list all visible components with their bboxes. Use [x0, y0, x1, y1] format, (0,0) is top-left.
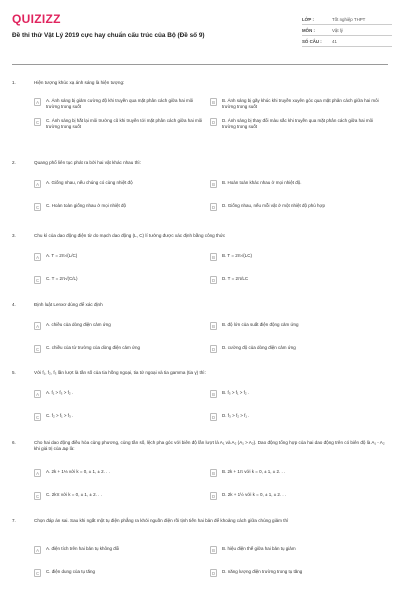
option-a[interactable] — [34, 469, 204, 485]
option-text: B. độ lớn của suất điện động cảm ứng — [222, 322, 299, 327]
question-number: 6. — [12, 440, 16, 445]
option-a[interactable] — [34, 253, 204, 269]
option-text: D. f₃ > f₂ > f₁ . — [222, 413, 250, 418]
question-4 — [12, 302, 390, 352]
meta-row-count — [302, 36, 392, 47]
question-text: Hiện tượng khúc xạ ánh sáng là hiện tượng: — [34, 80, 125, 85]
question-7 — [12, 518, 390, 576]
option-letter-box: C — [35, 493, 40, 499]
option-text: C. điện dung của tụ tăng — [46, 569, 96, 574]
option-d[interactable] — [210, 203, 380, 219]
option-letter-box: C — [35, 119, 40, 125]
option-text: D. năng lượng điện trường trong tụ tăng — [222, 569, 303, 574]
option-text: B. Ánh sáng bị gãy khúc khi truyền xuyên góc qua mặt phân cách giữa hai môi trường trong suốt — [222, 98, 379, 109]
option-b[interactable] — [210, 180, 380, 196]
question-header — [12, 233, 390, 239]
option-text: A. chiều của dòng điện cảm ứng — [46, 322, 111, 327]
option-letter-box: C — [35, 346, 40, 352]
question-header — [12, 302, 390, 308]
option-letter-box: A — [34, 469, 41, 477]
option-letter-box: A — [34, 322, 41, 330]
option-letter-box: D — [211, 493, 216, 499]
question-number: 7. — [12, 518, 16, 523]
option-text: A. điện tích trên hai bản tụ không đổi — [46, 546, 120, 551]
option-a[interactable] — [34, 546, 204, 562]
option-letter-box: B — [210, 180, 217, 188]
option-text: C. T = 2π√(C/L) — [46, 276, 78, 281]
option-letter-box: D — [211, 346, 216, 352]
option-text: B. T = 2π√(LC) — [222, 253, 253, 258]
option-d[interactable] — [210, 118, 380, 134]
header-divider — [12, 64, 388, 65]
option-text: A. 2k + 1⅓ với k = 0, ± 1, ± 2. . . — [46, 469, 110, 474]
question-text: Cho hai dao động điều hòa cùng phương, cùng tần số, lệch pha góc với biên độ lần lượt là A₁ và A₂ (A₁ > A₂). Dao động tổng hợp của hai dao động trên có biên độ là A₁ - A₂ khi giá trị của Δφ là: — [34, 440, 385, 451]
option-letter-box: D — [211, 414, 216, 420]
option-text: D. 2k + 1½ với k = 0, ± 1, ± 2. . . — [222, 492, 287, 497]
question-number: 1. — [12, 80, 16, 85]
option-letter-box: B — [210, 390, 217, 398]
meta-table — [302, 14, 392, 47]
option-text: C. Ánh sáng bị hắt lại môi trường cũ khi truyền tới mặt phân cách giữa hai môi trường trong suốt — [46, 118, 203, 129]
option-letter-box: C — [35, 277, 40, 283]
option-d[interactable] — [210, 413, 380, 429]
option-letter-box: A — [34, 180, 41, 188]
option-text: A. Ánh sáng bị giảm cường độ khi truyền qua mặt phân cách giữa hai môi trường trong suốt — [46, 98, 194, 109]
option-c[interactable] — [34, 492, 204, 508]
option-a[interactable] — [34, 98, 204, 114]
option-text: C. Hoàn toàn giống nhau ở mọi nhiệt độ — [46, 203, 127, 208]
option-b[interactable] — [210, 98, 380, 114]
option-c[interactable] — [34, 118, 204, 134]
option-text: B. f₃ > f₁ > f₂ . — [222, 390, 250, 395]
option-b[interactable] — [210, 469, 380, 485]
question-2 — [12, 160, 390, 210]
question-6 — [12, 440, 390, 499]
question-number: 2. — [12, 160, 16, 165]
question-text: Định luật Lenxơ dùng để xác định — [34, 302, 103, 307]
option-letter-box: C — [35, 414, 40, 420]
option-text: A. T = 2π√(L/C) — [46, 253, 78, 258]
question-text: Với f₁, f₂, f₃ lần lượt là tần số của tia hồng ngoại, tia tử ngoại và tia gamma (tia γ) thì: — [34, 370, 206, 375]
option-a[interactable] — [34, 390, 204, 406]
option-text: D. Giống nhau, nếu mỗi vật ở một nhiệt độ phù hợp — [222, 203, 325, 208]
option-a[interactable] — [34, 180, 204, 196]
option-d[interactable] — [210, 276, 380, 292]
option-d[interactable] — [210, 492, 380, 508]
option-c[interactable] — [34, 413, 204, 429]
option-c[interactable] — [34, 276, 204, 292]
page-title: Đề thi thử Vật Lý 2019 cực hay chuẩn cấu trúc của Bộ (Đề số 9) — [12, 32, 205, 39]
option-letter-box: B — [210, 546, 217, 554]
option-letter-box: C — [35, 204, 40, 210]
question-5 — [12, 370, 390, 420]
option-text: A. Giống nhau, nếu chúng có cùng nhiệt độ — [46, 180, 133, 185]
meta-key: LỚP : — [302, 16, 314, 22]
question-number: 3. — [12, 233, 16, 238]
question-text: Quang phổ liên tục phát ra bởi hai vật khác nhau thì: — [34, 160, 141, 165]
option-letter-box: C — [35, 570, 40, 576]
option-letter-box: D — [211, 277, 216, 283]
question-number: 4. — [12, 302, 16, 307]
meta-row-class — [302, 14, 392, 25]
option-text: C. chiều của từ trường của dòng điện cảm ứng — [46, 345, 141, 350]
question-header — [12, 518, 390, 524]
option-c[interactable] — [34, 569, 204, 585]
option-text: B. Hoàn toàn khác nhau ở mọi nhiệt độ. — [222, 180, 302, 185]
option-letter-box: D — [211, 119, 216, 125]
option-letter-box: B — [210, 253, 217, 261]
meta-key: MÔN : — [302, 27, 315, 33]
option-letter-box: B — [210, 98, 217, 106]
question-1 — [12, 80, 390, 129]
option-text: C. 2kπ với k = 0, ± 1, ± 2. . . — [46, 492, 102, 497]
option-letter-box: A — [34, 98, 41, 106]
question-header — [12, 80, 390, 86]
question-header — [12, 160, 390, 166]
question-text: Chu kì của dao động điện từ do mạch dao động (L, C) lí tưởng được xác định bằng công thức — [34, 233, 226, 238]
meta-value: 41 — [332, 38, 337, 44]
option-d[interactable] — [210, 345, 380, 361]
question-header — [12, 440, 390, 452]
option-c[interactable] — [34, 203, 204, 219]
option-text: A. f₁ > f₃ > f₂ . — [46, 390, 74, 395]
question-3 — [12, 233, 390, 283]
option-b[interactable] — [210, 322, 380, 338]
option-text: B. 2k + 1π với k = 0, ± 1, ± 2. . . — [222, 469, 286, 474]
option-letter-box: B — [210, 469, 217, 477]
quizizz-logo: QUIZIZZ — [12, 12, 61, 26]
option-b[interactable] — [210, 390, 380, 406]
meta-value: Tốt nghiệp THPT — [332, 16, 366, 22]
meta-value: Vật lý — [332, 27, 343, 33]
meta-row-subject — [302, 25, 392, 36]
option-letter-box: B — [210, 322, 217, 330]
question-text: Chọn đáp án sai. Sau khi ngắt một tụ điện phẳng ra khỏi nguồn điện rồi tịnh tiến hai bản để khoảng cách giữa chúng giảm thì — [34, 518, 289, 523]
meta-key: SỐ CÂU : — [302, 38, 322, 44]
option-c[interactable] — [34, 345, 204, 361]
option-letter-box: A — [34, 390, 41, 398]
option-letter-box: D — [211, 204, 216, 210]
option-text: B. hiệu điện thế giữa hai bản tụ giảm — [222, 546, 296, 551]
option-letter-box: D — [211, 570, 216, 576]
option-text: C. f₂ > f₁ > f₃ . — [46, 413, 74, 418]
option-a[interactable] — [34, 322, 204, 338]
option-letter-box: A — [34, 253, 41, 261]
option-text: D. T = 2π/LC — [222, 276, 249, 281]
question-header — [12, 370, 390, 376]
option-letter-box: A — [34, 546, 41, 554]
question-number: 5. — [12, 370, 16, 375]
option-text: D. Ánh sáng bị thay đổi màu sắc khi truyền qua mặt phân cách giữa hai môi trường trong suốt — [222, 118, 374, 129]
option-d[interactable] — [210, 569, 380, 585]
option-b[interactable] — [210, 546, 380, 562]
option-b[interactable] — [210, 253, 380, 269]
option-text: D. cường độ của dòng điện cảm ứng — [222, 345, 296, 350]
